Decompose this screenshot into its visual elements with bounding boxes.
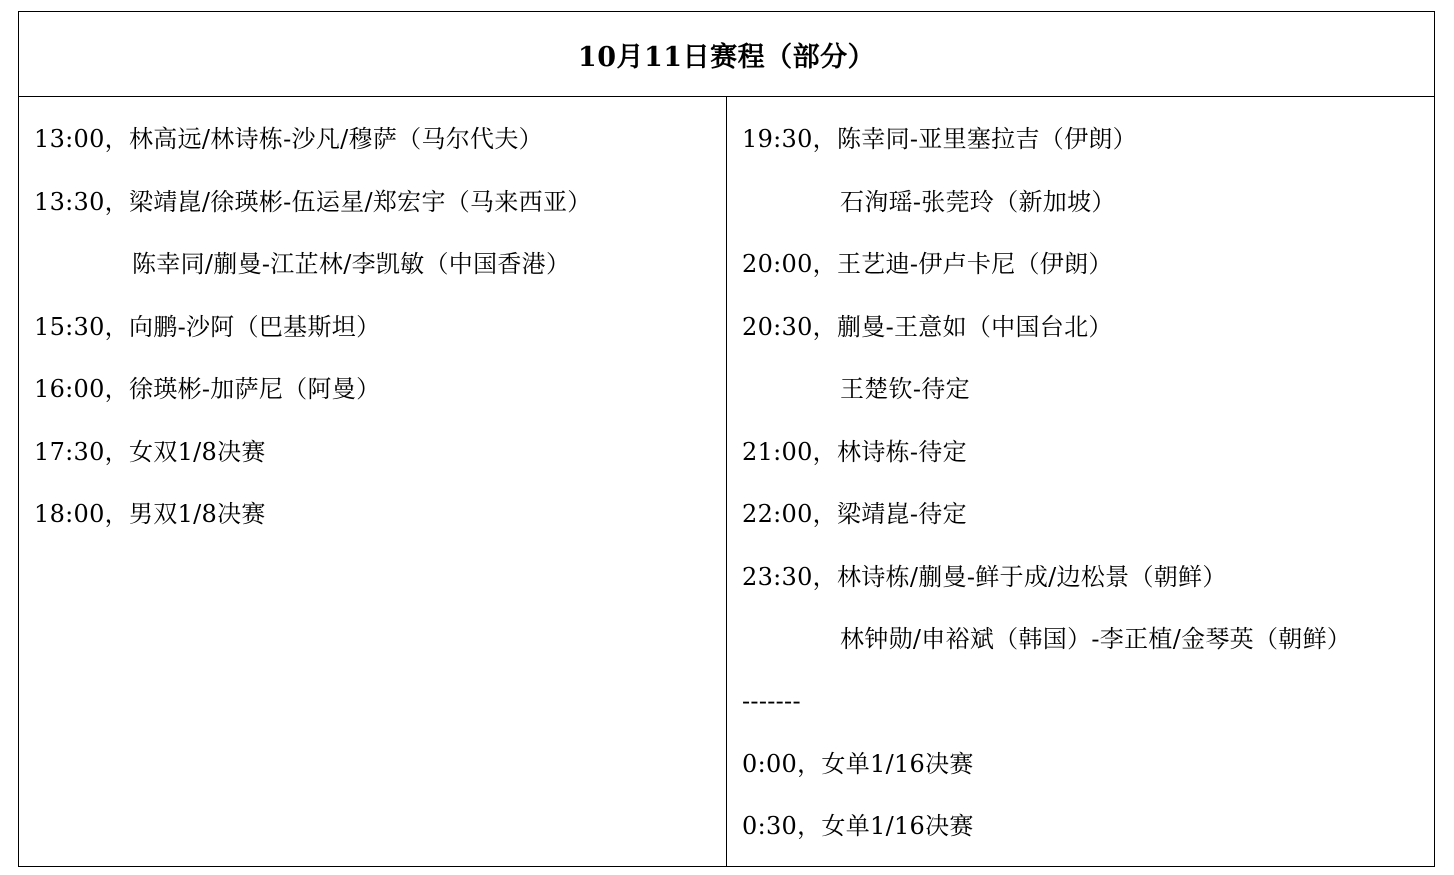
schedule-entry: 陈幸同/蒯曼-江芷林/李凯敏（中国香港） bbox=[132, 250, 571, 278]
schedule-entry: 王楚钦-待定 bbox=[840, 375, 970, 403]
schedule-entry: 13:00，林高远/林诗栋-沙凡/穆萨（马尔代夫） bbox=[34, 125, 543, 153]
schedule-entry: 20:00，王艺迪-伊卢卡尼（伊朗） bbox=[742, 250, 1113, 278]
schedule-entry: 16:00，徐瑛彬-加萨尼（阿曼） bbox=[34, 375, 381, 403]
schedule-entry: 19:30，陈幸同-亚里塞拉吉（伊朗） bbox=[742, 125, 1137, 153]
schedule-entry: 20:30，蒯曼-王意如（中国台北） bbox=[742, 313, 1113, 341]
schedule-entry: 15:30，向鹏-沙阿（巴基斯坦） bbox=[34, 313, 381, 341]
schedule-entry: 13:30，梁靖崑/徐瑛彬-伍运星/郑宏宇（马来西亚） bbox=[34, 188, 592, 216]
schedule-entry: 林钟勋/申裕斌（韩国）-李正植/金琴英（朝鲜） bbox=[840, 625, 1352, 653]
schedule-entry: 0:00，女单1/16决赛 bbox=[742, 750, 974, 778]
table-title: 10月11日赛程（部分） bbox=[19, 12, 1434, 97]
schedule-entry: 22:00，梁靖崑-待定 bbox=[742, 500, 967, 528]
schedule-entry: 石洵瑶-张莞玲（新加坡） bbox=[840, 188, 1116, 216]
schedule-entry: 18:00，男双1/8决赛 bbox=[34, 500, 266, 528]
schedule-entry: 21:00，林诗栋-待定 bbox=[742, 438, 967, 466]
schedule-table bbox=[18, 11, 1435, 867]
left-column bbox=[19, 97, 727, 866]
separator-line: ------- bbox=[742, 687, 801, 715]
right-column bbox=[727, 97, 1434, 866]
schedule-entry: 17:30，女双1/8决赛 bbox=[34, 438, 266, 466]
schedule-entry: 23:30，林诗栋/蒯曼-鲜于成/边松景（朝鲜） bbox=[742, 563, 1227, 591]
schedule-entry: 0:30，女单1/16决赛 bbox=[742, 812, 974, 840]
